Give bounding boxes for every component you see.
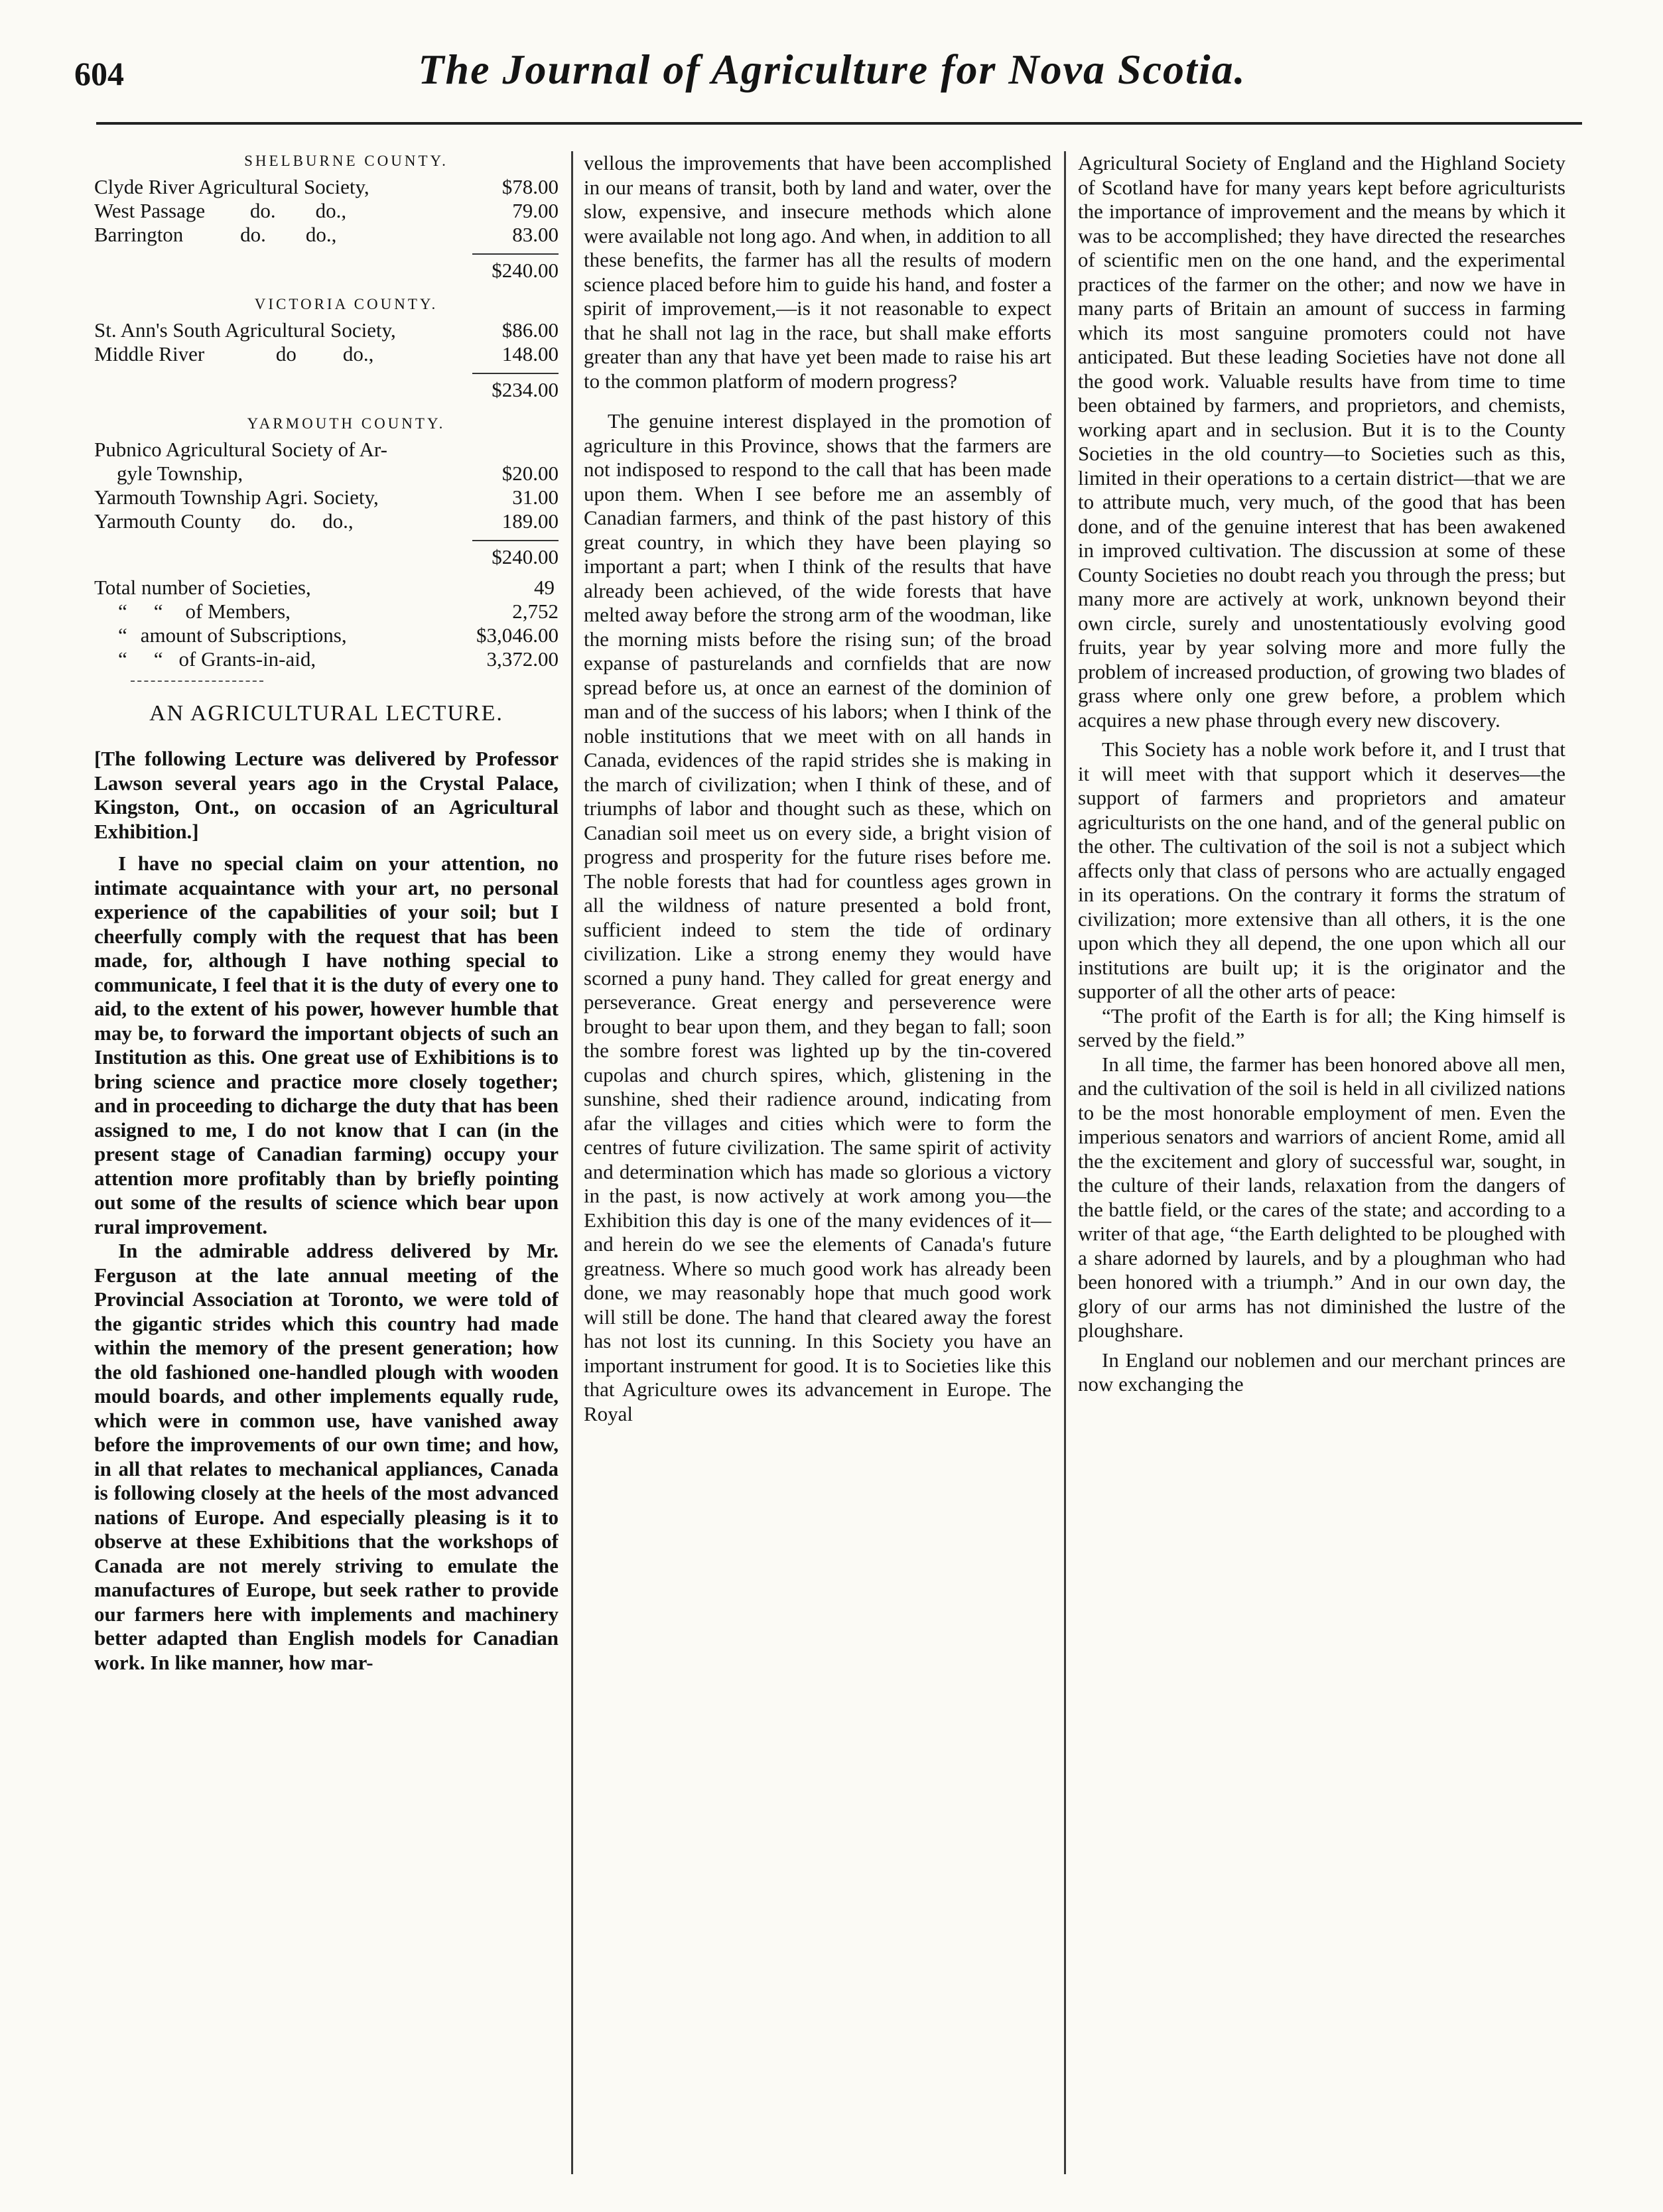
grants-table-yarmouth: [94, 414, 559, 569]
article-paragraph: In all time, the farmer has been honored above all men, and the cultivation of the soil is held in all civilized nations to be the most honorable employment of men. Even the imperious senators and warriors of ancient Rome, amid all the the excitement and glory of successful war, sought, in the culture of their lands, relaxation from the dangers of the battle field, or the cares of the state; and according to a writer of that age, “the Earth delighted to be ploughed with a share adorned by laurels, and by a ploughman who had been honored with a triumph.” And in our own day, the glory of our arms has not diminished the lustre of the ploughshare.: [1078, 1052, 1565, 1342]
county-heading: VICTORIA COUNTY.: [254, 296, 438, 312]
society-name: West Passage do. do.,: [94, 199, 347, 222]
sum-rule: [472, 373, 559, 374]
grant-amount: $20.00: [501, 462, 559, 485]
table-row: [94, 623, 559, 647]
society-name: St. Ann's South Agricultural Society,: [94, 318, 396, 342]
table-row: [94, 486, 559, 509]
quotation: “The profit of the Earth is for all; the King himself is served by the field.”: [1078, 1004, 1565, 1051]
summary-value: 2,752: [512, 600, 559, 623]
table-row: [94, 342, 559, 366]
grant-amount: 31.00: [512, 486, 559, 509]
society-name: Barrington do. do.,: [94, 223, 337, 246]
sum-rule: [472, 253, 559, 255]
grant-amount: 148.00: [501, 342, 559, 365]
society-name: Clyde River Agricultural Society,: [94, 175, 369, 198]
column-2: [584, 151, 1051, 2174]
table-row: [94, 318, 559, 342]
article-paragraph: In the admirable address delivered by Mr. Ferguson at the late annual meeting of the Provincial Association at Toronto, we were told of the gigantic strides which this country had made within the memory of the present generation; how the old fashioned one-handled plough with wooden mould boards, and other implements equally rude, which were in common use, have vanished away before the improvements of our own time; and how, in all that relates to mechanical appliances, Canada is following closely at the heels of the most advanced nations of Europe. And especially pleasing is it to observe at these Exhibitions that the workshops of Canada are not merely striving to emulate the manufactures of Europe, but seek rather to provide our farmers here with implements and machinery better adapted than English models for Canadian work. In like manner, how mar-: [94, 1239, 559, 1674]
grants-table-victoria: [94, 294, 559, 402]
society-name: gyle Township,: [117, 462, 243, 485]
grant-amount: 189.00: [501, 509, 559, 533]
table-row: [94, 576, 559, 600]
grants-table-shelburne: [94, 151, 559, 283]
article-paragraph: This Society has a noble work before it, and I trust that it will meet with that support which it deserves—the support of farmers and proprietors and amateur agriculturists on the one hand, and of the general public on the other. The cultivation of the soil is not a subject which affects only that class of persons who are actually engaged in its operations. On the contrary it forms the stratum of civilization; more extensive than all others, it is the one upon which they all depend, the one upon which all our institutions are built up; it is the originator and the supporter of all the other arts of peace:: [1078, 738, 1565, 1003]
society-name: Middle River do do.,: [94, 342, 374, 365]
table-row: [94, 175, 559, 199]
county-total: $240.00: [492, 545, 559, 568]
table-row: [94, 199, 559, 223]
table-row: [94, 438, 559, 462]
summary-label: “ “ of Members,: [118, 600, 291, 623]
header-rule: [96, 122, 1582, 125]
editor-note: [The following Lecture was delivered by Professor Lawson several years ago in the Crystal Palace, Kingston, Ont., on occasion of an Agricultural Exhibition.]: [94, 747, 559, 843]
summary-value: $3,046.00: [476, 623, 559, 647]
article-paragraph: The genuine interest displayed in the promotion of agriculture in this Province, shows that the farmers are not indisposed to respond to the call that has been made upon them. When I see before me an assembly of Canadian farmers, and think of the past history of this great country, in which they have been playing so important a part; when I think of the results that have already been achieved, of the wide forests that have melted away before the strong arm of the woodman, like the morning mists before the rising sun; of the broad expanse of pasturelands and cornfields that are now spread before us, at once an earnest of the dominion of man and of the success of his labors; when I think of the noble institutions that we meet with on all hands in Canada, evidences of the rapid strides she is making in the march of civilization; when I think of these, and of triumphs of labor and thought such as these, which on Canadian soil meet us on every side, a bright vision of progress and prosperity for the future rises before me. The noble forests that had for countless ages grown in all the wildness of nature presented a bold front, sufficient indeed to stem the tide of ordinary civilization. Like a strong enemy they would have scorned a puny hand. They called for great energy and perseverance. Great energy and perseverence were brought to bear upon them, and they began to fall; soon the sombre forest was lighted up by the tin-covered cupolas and church spires, which, glistening in the sunshine, shed their radience around, indicating from afar the villages and cities which were to form the centres of future civilization. The same spirit of activity and determination which has made so glorious a victory in the past, is now actively at work among you—the Exhibition this day is one of the many evidences of it—and herein do we see the elements of Canada's future greatness. Where so much good work has already been done, we may reasonably hope that much good work will still be done. The hand that cleared away the forest has not lost its cunning. In this Society you have an important instrument for good. It is to Societies like this that Agriculture owes its advancement in Europe. The Royal: [584, 409, 1051, 1425]
column-rule: [1064, 151, 1066, 2174]
grants-summary: [94, 576, 559, 671]
article-paragraph: vellous the improvements that have been accomplished in our means of transit, both by land and water, over the slow, expensive, and insecure methods which alone were available not long ago. And when, in addition to all these benefits, the farmer has all the results of modern science placed before him to guide his hand, and foster a spirit of improvement,—is it not reasonable to expect that he shall not lag in the race, but shall make efforts greater than any that have yet been made to raise his art to the common platform of modern progress?: [584, 151, 1051, 393]
section-separator: [131, 681, 263, 682]
page-header: [74, 32, 1590, 118]
society-name: Yarmouth Township Agri. Society,: [94, 486, 379, 509]
grant-amount: [472, 438, 559, 462]
column-3: [1078, 151, 1565, 2174]
summary-label: “ amount of Subscriptions,: [118, 623, 347, 647]
column-1: [94, 151, 559, 2174]
grant-amount: $78.00: [501, 175, 559, 198]
table-row: [94, 647, 559, 671]
summary-value: 49: [534, 576, 555, 599]
summary-value: 3,372.00: [486, 647, 559, 671]
sum-rule: [472, 540, 559, 541]
county-total: $240.00: [492, 259, 559, 282]
table-row: [94, 600, 559, 623]
column-rule: [571, 151, 573, 2174]
article-paragraph: In England our noblemen and our merchant princes are now exchanging the: [1078, 1348, 1565, 1396]
page-number: 604: [74, 55, 124, 92]
article-title: AN AGRICULTURAL LECTURE.: [149, 701, 503, 726]
summary-label: Total number of Societies,: [94, 576, 311, 599]
grant-amount: 79.00: [512, 199, 559, 222]
grant-amount: $86.00: [501, 318, 559, 342]
society-name: Yarmouth County do. do.,: [94, 509, 354, 533]
county-heading: SHELBURNE COUNTY.: [244, 153, 448, 169]
table-row: [94, 509, 559, 533]
summary-label: “ “ of Grants-in-aid,: [118, 647, 316, 671]
county-total: $234.00: [492, 378, 559, 401]
society-name: Pubnico Agricultural Society of Ar-: [94, 438, 387, 461]
county-heading: YARMOUTH COUNTY.: [247, 415, 446, 432]
table-row: [94, 462, 559, 486]
grant-amount: 83.00: [512, 223, 559, 246]
article-paragraph: Agricultural Society of England and the Highland Society of Scotland have for many years kept before agriculturists the importance of improvement and the means by which it was to be accomplished; they have directed the researches of scientific men on the one hand, and the experimental practices of the farmer on the other; and now we have in many parts of Britain an amount of success in farming which its most sanguine promoters could not have anticipated. But these leading Societies have not done all the good work. Valuable results have from time to time been obtained by farmers, and proprietors, and chemists, working apart and in seclusion. But it is to the County Societies in the old country—to Societies such as this, limited in their operations to a certain district—that we are to attribute much, very much, of the good that has been done, and of the genuine interest that has been awakened in improved cultivation. The discussion at some of these County Societies no doubt reach you through the press; but many more are actively at work, unknown beyond their own circle, surely and unostentatiously evolving good fruits, year by year solving more and more fully the problem of increased production, of growing two blades of grass where only one grew before, a problem which acquires a new phase through every new discovery.: [1078, 151, 1565, 732]
article-paragraph: I have no special claim on your attention, no intimate acquaintance with your art, no personal experience of the capabilities of your soil; but I cheerfully comply with the request that has been made, for, although I have nothing special to communicate, I feel that it is the duty of every one to aid, to the extent of his power, however humble that may be, to forward the important objects of such an Institution as this. One great use of Exhibitions is to bring science and practice more closely together; and in proceeding to dicharge the duty that has been assigned to me, I do not know that I can (in the present stage of Canadian farming) occupy your attention more profitably than by briefly pointing out some of the results of science which bear upon rural improvement.: [94, 852, 559, 1238]
journal-title: The Journal of Agriculture for Nova Scotia.: [418, 46, 1246, 93]
table-row: [94, 223, 559, 247]
